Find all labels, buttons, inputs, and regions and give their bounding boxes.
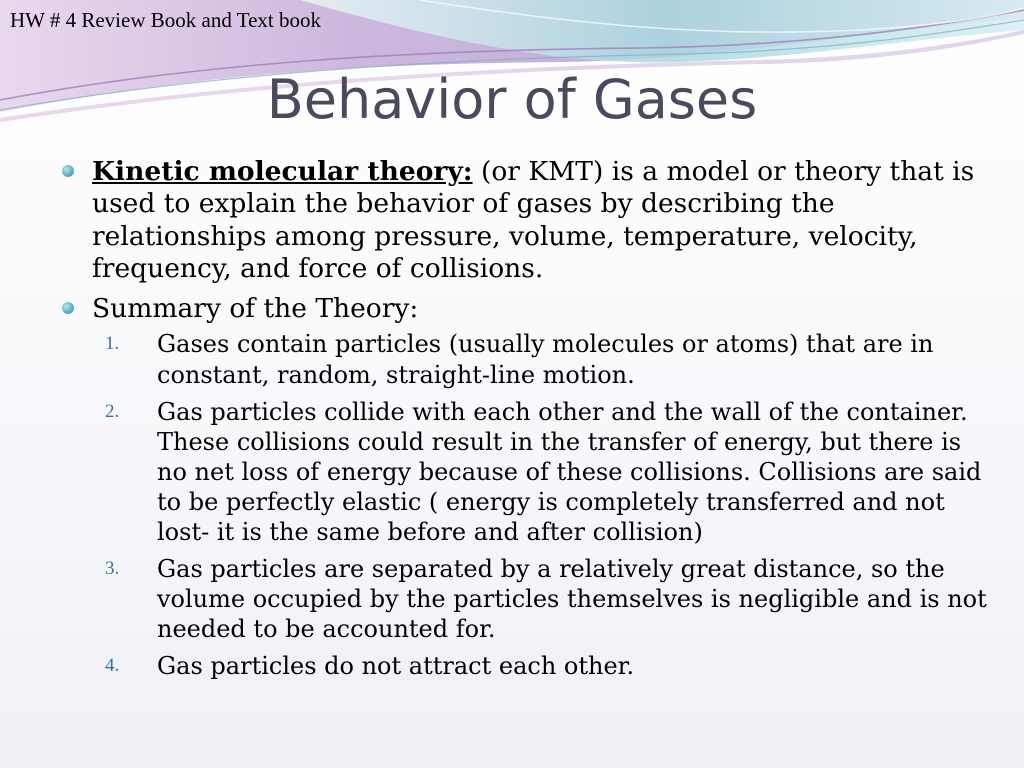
kmt-term: Kinetic molecular theory: [92,156,473,187]
kmt-definition-text: (or KMT) is a model or theory that is used to explain the behavior of gases by describing the relationships among pressure, volume, temperature, velocity, frequency, and force of collisions. [92,156,975,284]
summary-list-item [105,651,997,681]
summary-list-item [105,397,997,547]
homework-note: HW # 4 Review Book and Text book [10,8,321,32]
summary-heading-text: Summary of the Theory: [92,293,419,325]
slide-content [62,156,997,689]
summary-list-item [105,554,997,644]
list-number: 4. [105,655,120,677]
slide-title: Behavior of Gases [266,68,758,131]
list-number: 2. [105,400,120,422]
list-item-text: Gases contain particles (usually molecules or atoms) that are in constant, random, straight-line motion. [157,330,934,389]
bullet-summary-heading [62,293,997,325]
list-item-text: Gas particles do not attract each other. [157,652,635,681]
bullet-dot-icon [62,302,74,314]
summary-numbered-list [105,329,997,681]
summary-list-item [105,329,997,389]
list-item-text: Gas particles are separated by a relatively great distance, so the volume occupied by the particles themselves is negligible and is not needed to be accounted for. [157,555,987,644]
list-number: 3. [105,558,120,580]
bullet-dot-icon [62,165,74,177]
bullet-kmt-definition [62,156,997,285]
list-item-text: Gas particles collide with each other and the wall of the container. These collisions could result in the transfer of energy, but there is no net loss of energy because of these collisions. Collisions are said to be perfectly elastic ( energy is completely transferred and not lost- it is the same before and after collision) [157,397,982,547]
list-number: 1. [105,333,120,355]
